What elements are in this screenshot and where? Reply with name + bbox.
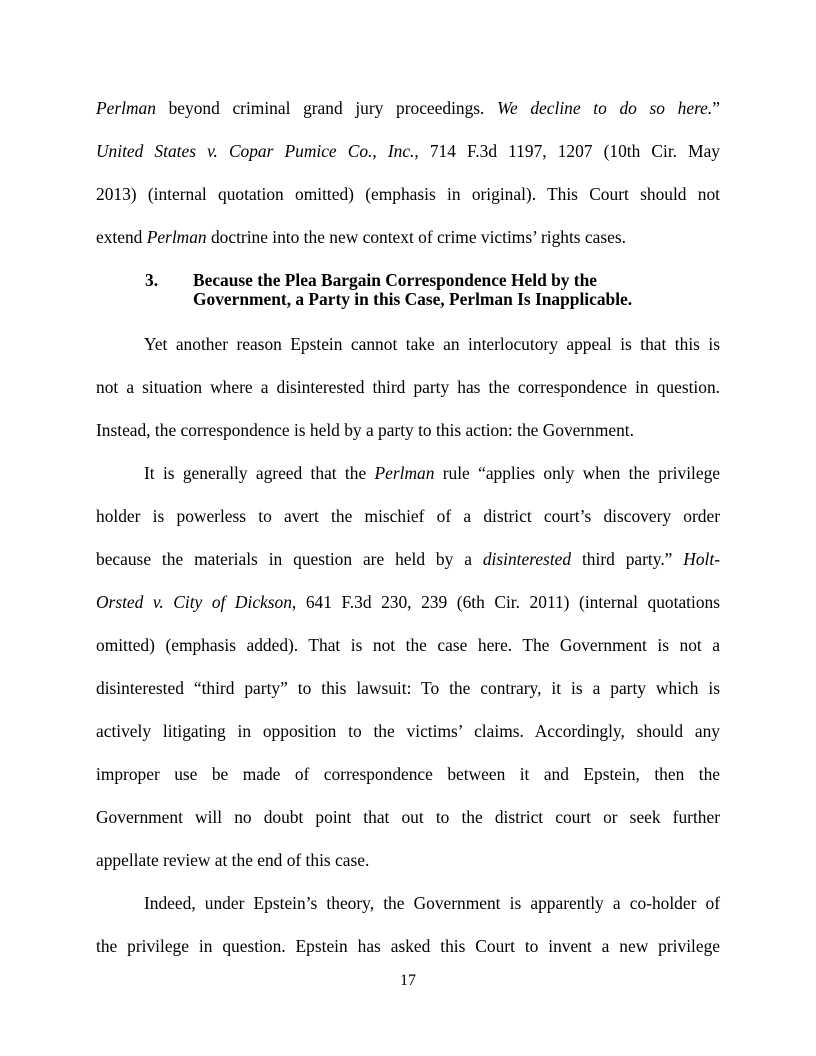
page-number: 17 [400, 972, 416, 989]
section-number: 3. [145, 270, 159, 290]
text-run: actively litigating in opposition to the victims’ claims. Accordingly, should any [96, 721, 720, 741]
italic-text: We decline to do so here. [497, 98, 713, 118]
text-line [96, 97, 720, 119]
text-run: beyond criminal grand jury proceedings. [155, 98, 498, 118]
text-line [96, 462, 720, 484]
text-line [96, 935, 720, 957]
text-run: 714 F.3d 1197, 1207 (10th Cir. May [418, 141, 720, 161]
text-run: improper use be made of correspondence between it and Epstein, then the [96, 764, 720, 784]
text-line [96, 183, 720, 205]
text-line [96, 333, 720, 355]
text-line [96, 634, 720, 656]
text-run: Government will no doubt point that out to the district court or seek further [96, 807, 720, 827]
text-run: the privilege in question. Epstein has asked this Court to invent a new privilege [96, 936, 720, 956]
text-line [96, 892, 720, 914]
text-line [96, 591, 720, 613]
text-run: appellate review at the end of this case. [96, 850, 370, 870]
text-line [96, 140, 720, 162]
text-line [96, 419, 720, 441]
text-run: extend [96, 227, 147, 247]
text-run: because the materials in question are held by a [96, 549, 483, 569]
text-line [96, 849, 720, 871]
section-title-line-2: Government, a Party in this Case, Perlman Is Inapplicable. [193, 289, 633, 309]
italic-text: Holt- [683, 549, 721, 569]
text-run: omitted) (emphasis added). That is not the case here. The Government is not a [96, 635, 720, 655]
italic-text: Perlman [96, 98, 156, 118]
text-line [96, 505, 720, 527]
text-run: third party.” [571, 549, 684, 569]
text-run: Instead, the correspondence is held by a party to this action: the Government. [96, 420, 634, 440]
italic-text: disinterested [482, 549, 572, 569]
text-run: , 641 F.3d 230, 239 (6th Cir. 2011) (internal quotations [291, 592, 720, 612]
italic-text: Perlman [374, 463, 435, 483]
italic-text: United States v. Copar Pumice Co., Inc., [96, 141, 419, 161]
section-title-line-1: Because the Plea Bargain Correspondence Held by the [193, 270, 597, 290]
italic-text: Orsted v. City of Dickson [96, 592, 292, 612]
text-line [96, 376, 720, 398]
text-line [96, 806, 720, 828]
text-run: It is generally agreed that the [144, 463, 375, 483]
text-run: 2013) (internal quotation omitted) (emphasis in original). This Court should not [96, 184, 720, 204]
text-line [96, 548, 720, 570]
italic-text: Perlman [146, 227, 207, 247]
text-line [96, 763, 720, 785]
text-run: doctrine into the new context of crime victims’ rights cases. [206, 227, 626, 247]
text-run: disinterested “third party” to this lawsuit: To the contrary, it is a party which is [96, 678, 720, 698]
text-run: rule “applies only when the privilege [434, 463, 721, 483]
text-run: Indeed, under Epstein’s theory, the Government is apparently a co-holder of [144, 893, 720, 913]
text-line [96, 720, 720, 742]
text-run: holder is powerless to avert the mischief of a district court’s discovery order [96, 506, 720, 526]
text-run: not a situation where a disinterested third party has the correspondence in question. [96, 377, 720, 397]
text-run: Yet another reason Epstein cannot take an interlocutory appeal is that this is [144, 334, 720, 354]
text-line [96, 226, 720, 248]
text-run: ” [712, 98, 720, 118]
text-line [96, 677, 720, 699]
